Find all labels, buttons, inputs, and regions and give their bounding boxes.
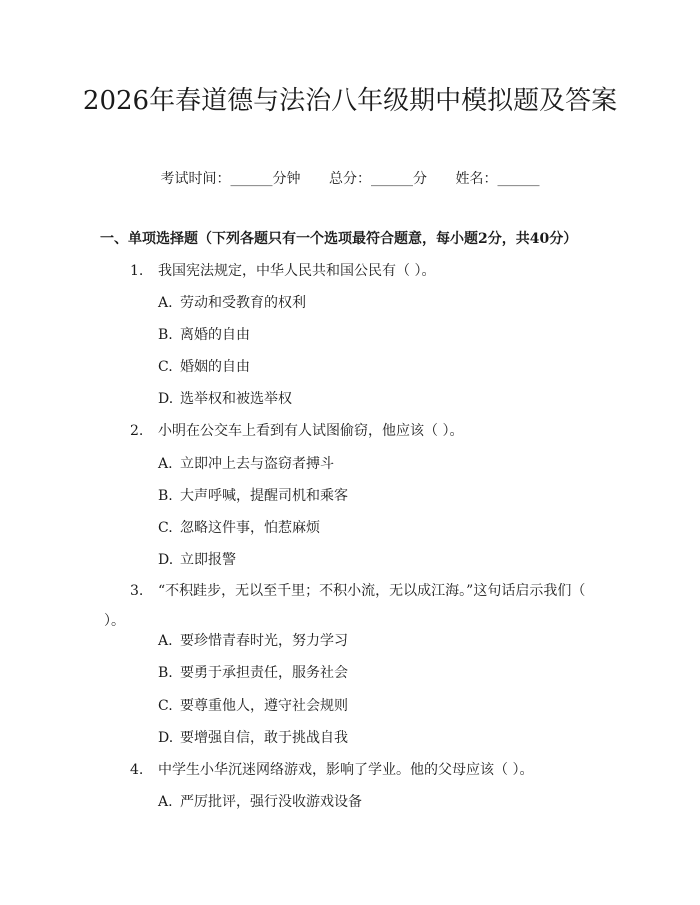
option-text: 立即报警 [180, 552, 236, 568]
question-number: 4. [130, 762, 144, 778]
option-4a [158, 793, 362, 811]
page-title: 2026年春道德与法治八年级期中模拟题及答案 [82, 86, 618, 116]
student-name: 姓名：______ [455, 171, 540, 187]
question-number: 3. [130, 583, 144, 599]
option-text: 劳动和受教育的权利 [180, 295, 306, 311]
question-text: 小明在公交车上看到有人试图偷窃，他应该（ ）。 [158, 423, 464, 439]
option-letter: B. [158, 488, 173, 504]
option-letter: C. [158, 520, 173, 536]
option-letter: A. [158, 295, 173, 311]
option-letter: A. [158, 633, 173, 649]
question-text: 中学生小华沉迷网络游戏，影响了学业。他的父母应该（ ）。 [158, 762, 534, 778]
option-3c [158, 697, 348, 715]
question-1 [130, 262, 435, 280]
option-1a [158, 294, 306, 312]
option-letter: B. [158, 665, 173, 681]
question-3 [104, 576, 594, 636]
option-2a [158, 455, 334, 473]
option-1c [158, 358, 250, 376]
question-text: 我国宪法规定，中华人民共和国公民有（ ）。 [158, 263, 436, 279]
exam-score: 总分：______分 [329, 171, 427, 187]
option-2c [158, 519, 320, 537]
exam-meta [0, 170, 700, 188]
question-2 [130, 422, 463, 440]
option-letter: A. [158, 794, 173, 810]
option-text: 婚姻的自由 [180, 359, 250, 375]
option-letter: A. [158, 456, 173, 472]
option-text: 忽略这件事，怕惹麻烦 [180, 520, 320, 536]
option-text: 要增强自信，敢于挑战自我 [180, 730, 348, 746]
option-text: 大声呼喊，提醒司机和乘客 [180, 488, 348, 504]
option-letter: B. [158, 327, 173, 343]
option-letter: C. [158, 698, 173, 714]
question-text: “不积跬步，无以至千里；不积小流，无以成江海。”这句话启示我们（ ）。 [104, 583, 586, 629]
option-text: 立即冲上去与盗窃者搏斗 [180, 456, 334, 472]
option-3a [158, 632, 348, 650]
option-text: 严厉批评，强行没收游戏设备 [180, 794, 362, 810]
option-letter: D. [158, 730, 174, 746]
option-text: 选举权和被选举权 [180, 391, 292, 407]
question-number: 1. [130, 263, 144, 279]
option-1b [158, 326, 250, 344]
section-heading: 一、单项选择题（下列各题只有一个选项最符合题意，每小题2分，共40分） [100, 231, 578, 247]
question-number: 2. [130, 423, 144, 439]
option-text: 离婚的自由 [180, 327, 250, 343]
option-text: 要勇于承担责任，服务社会 [180, 665, 348, 681]
question-4 [130, 761, 533, 779]
option-text: 要尊重他人，遵守社会规则 [180, 698, 348, 714]
option-letter: C. [158, 359, 173, 375]
option-3b [158, 664, 348, 682]
option-2b [158, 487, 348, 505]
option-letter: D. [158, 552, 174, 568]
option-2d [158, 551, 236, 569]
option-text: 要珍惜青春时光，努力学习 [180, 633, 348, 649]
option-1d [158, 390, 292, 408]
option-letter: D. [158, 391, 174, 407]
option-3d [158, 729, 348, 747]
exam-time: 考试时间：______分钟 [160, 171, 301, 187]
